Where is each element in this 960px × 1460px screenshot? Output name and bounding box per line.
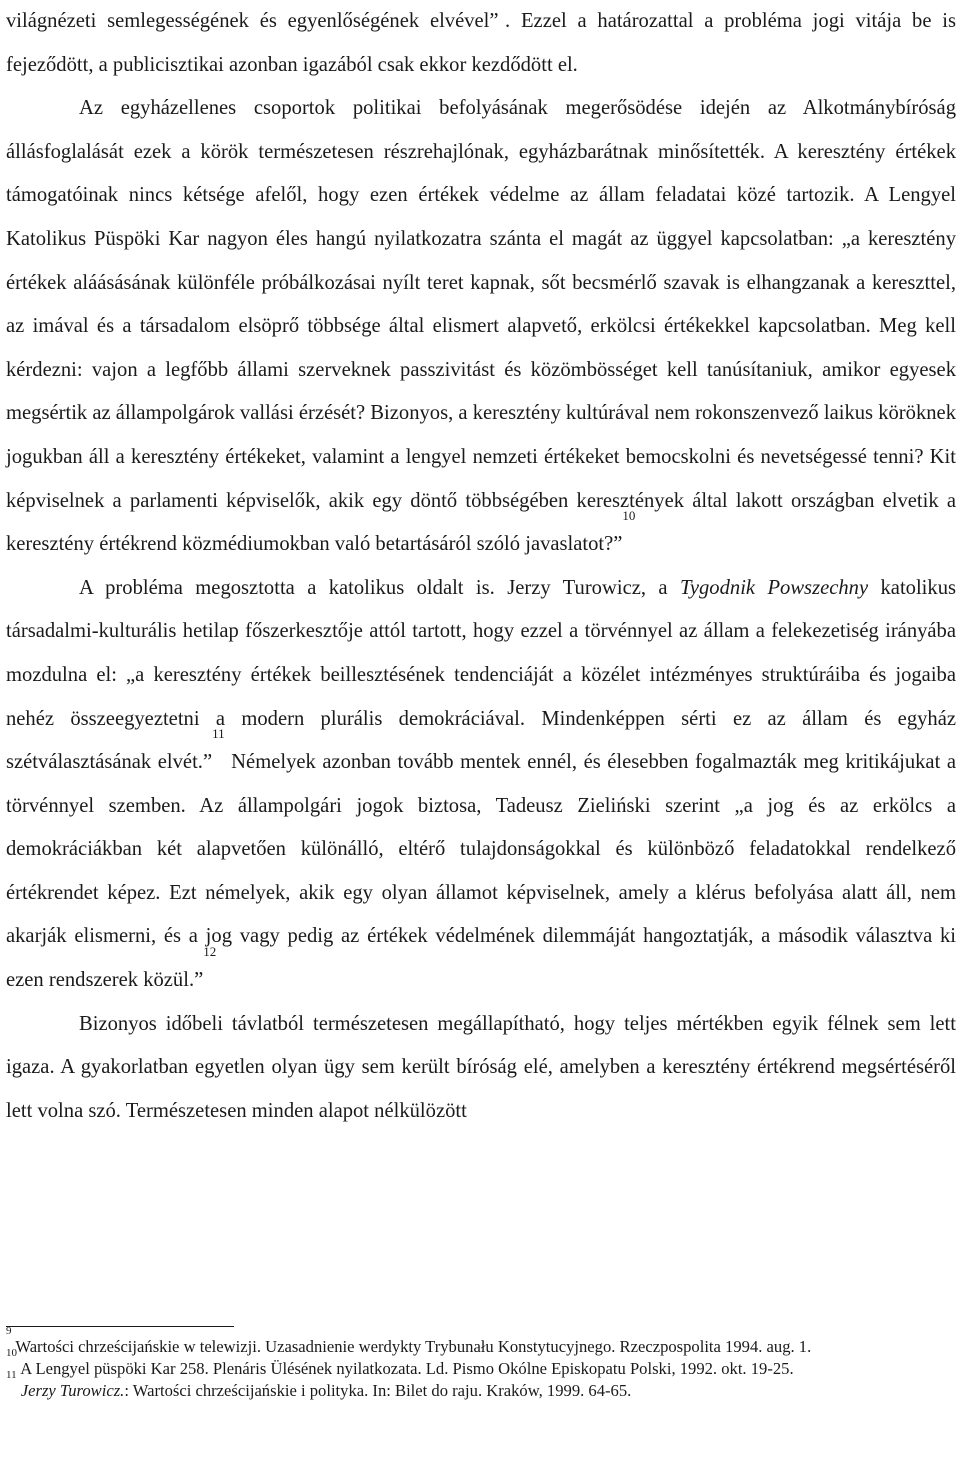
footnote-number: 11 [6,1369,17,1381]
document-page [6,0,956,1133]
footnote-number: 9 [6,1325,12,1337]
footnote-ref-10[interactable]: 10 [622,508,636,524]
paragraph-4 [6,1003,956,1134]
paragraph-text: . Ezzel a határozattal a probléma jogi vitája be is fejeződött, a publicisztikai azonban igazából csak ekkor kezdődött el. [6,10,956,76]
footnote-ref-12[interactable]: 12 [203,944,217,960]
paragraph-text: világnézeti semlegességének és egyenlőségének elvével” [6,10,499,32]
publication-title: Tygodnik Powszechny [679,576,869,599]
paragraph-text: Bizonyos időbeli távlatból természetesen megállapítható, hogy teljes mértékben egyik félnek sem lett igaza. A gyakorlatban egyetlen olyan ügy sem került bíróság elé, amelyben a keresztény értékrend megsértéséről lett volna szó. Természetesen minden alapot nélkülözött [6,1012,956,1122]
footnote-text: A Lengyel püspöki Kar 258. Plenáris Ülésének nyilatkozata. Ld. Pismo Okólne Episkopatu Polski, 1992. okt. 19-25. [20,1359,794,1378]
footnote-11 [6,1369,956,1402]
paragraph-1 [6,0,956,87]
footnote-number: 10 [6,1347,17,1359]
paragraph-text: A probléma megosztotta a katolikus oldalt is. Jerzy Turowicz, a [79,576,680,599]
footnote-9 [6,1325,956,1358]
paragraph-text: Az egyházellenes csoportok politikai befolyásának megerősödése idején az Alkotmánybíróság állásfoglalását ezek a körök természetesen részrehajlónak, egyházbarátnak minősítették. A keresztény értékek támogatóinak nincs kétsége afelől, hogy ezen értékek védelme az állam feladatai közé tartozik. A Lengyel Katolikus Püspöki Kar nagyon éles hangú nyilatkozatra szánta el magát az üggyel kapcsolatban: „a keresztény értékek aláásásának különféle próbálkozásai nyílt teret kapnak, sőt becsmérlő szavak is elhangzanak a kereszttel, az imával és a társadalom elsöprő többsége által elismert alapvető, erkölcsi értékekkel kapcsolatban. Meg kell kérdezni: vajon a legfőbb állami szerveknek passzivitást és közömbösséget kell tanúsítaniuk, amikor egyesek megsértik az állampolgárok vallási érzését? Bizonyos, a keresztény kultúrával nem rokonszenvező laikus köröknek jogukban áll a keresztény értékeket, valamint a lengyel nemzeti értékeket bemocskolni és nevetségessé tenni? Kit képviselnek a parlamenti képviselők, akik egy döntő többségében keresztények által lakott országban elvetik a keresztény értékrend közmédiumokban való betartásáról szóló javaslatot?” [6,97,956,556]
paragraph-2 [6,87,956,567]
footnote-text: Wartości chrześcijańskie w telewizji. Uzasadnienie werdykty Trybunału Konstytucyjnego. Rzeczpospolita 1994. aug. 1. [15,1337,812,1356]
paragraph-text: katolikus társadalmi-kulturális hetilap főszerkesztője attól tartott, hogy ezzel a törvénnyel az állam a felekezetiség irányába mozdulna el: „a keresztény értékek beillesztésének tendenciáját a közélet intézményes struktúráiba és jogaiba nehéz összeegyeztetni a modern plurális demokráciával. Mindenképpen sérti ez az állam és egyház szétválasztásának elvét.” [6,576,957,774]
footnote-text: : Wartości chrześcijańskie i polityka. In: Bilet do raju. Kraków, 1999. 64-65. [124,1381,632,1400]
footnote-separator [6,1326,234,1327]
paragraph-text: Némelyek azonban tovább mentek ennél, és élesebben fogalmazták meg kritikájukat a törvénnyel szemben. Az állampolgári jogok biztosa, Tadeusz Zieliński szerint „a jog és az erkölcs a demokráciákban két alapvetően különálló, eltérő tulajdonságokkal és különböző feladatokkal rendelkező értékrendet képez. Ezt némelyek, akik egy olyan államot képviselnek, amely a klérus befolyása alatt áll, nem akarják elismerni, és a jog vagy pedig az értékek védelmének dilemmáját hangoztatják, a második választva ki ezen rendszerek közül.” [6,751,956,992]
footnote-author: Jerzy Turowicz. [20,1381,125,1400]
footnote-ref-11[interactable]: 11 [212,726,225,742]
footnotes [6,1325,956,1402]
paragraph-3 [6,567,956,1003]
footnote-10 [6,1347,956,1380]
